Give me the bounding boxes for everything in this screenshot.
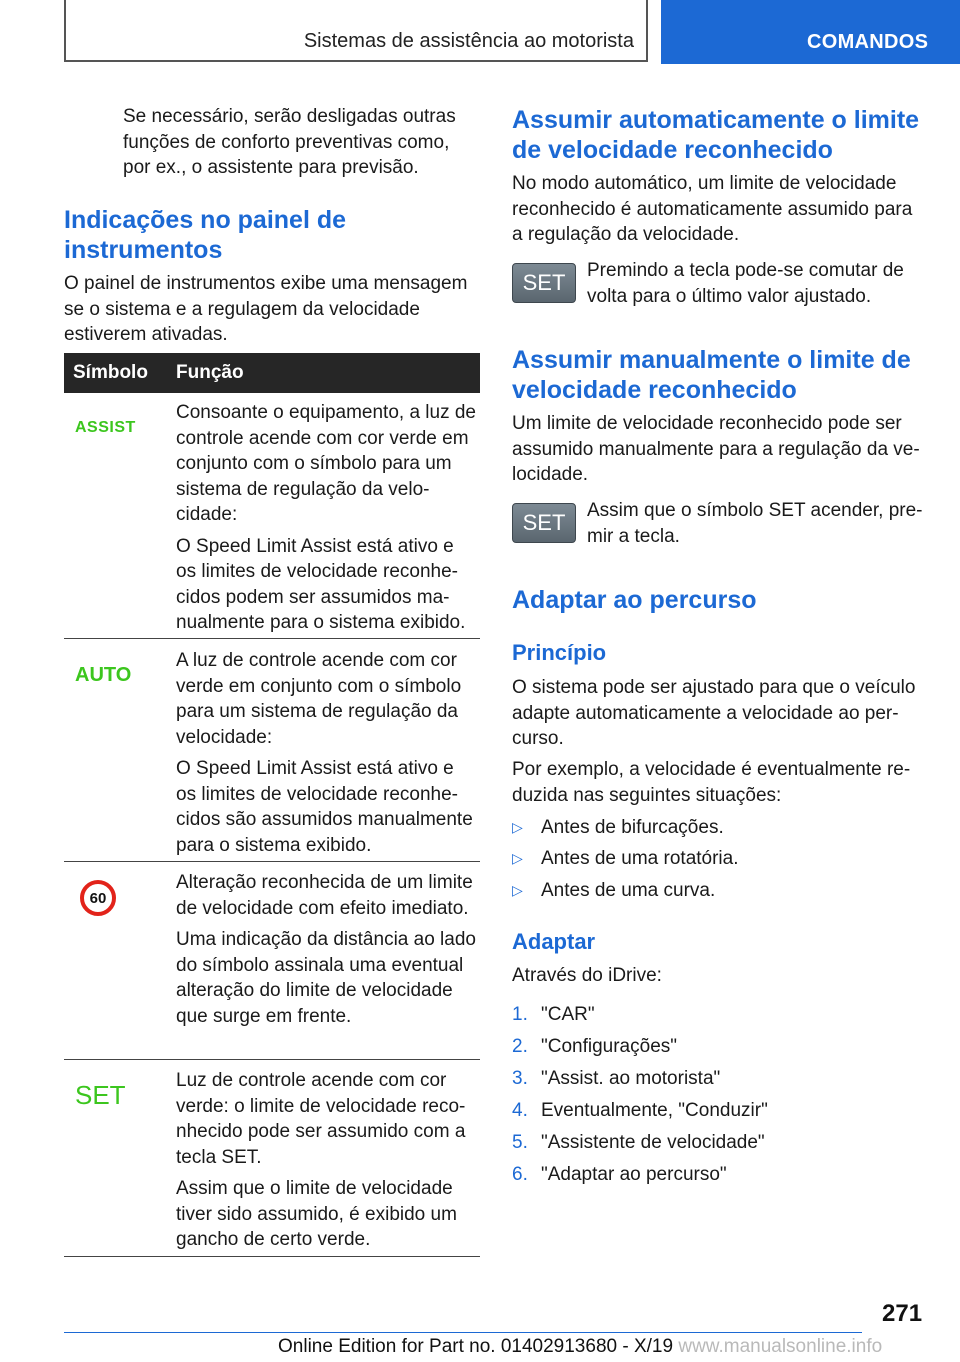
set-button-icon: SET <box>512 263 576 303</box>
row-divider <box>64 1059 480 1060</box>
route-heading: Adaptar ao percurso <box>512 586 757 614</box>
row-text: Consoante o equipamento, a luz de controle acende com cor verde em conjunto com o símbolo para um sistema de regulação da velocidade: <box>176 402 476 525</box>
triangle-bullet-icon: ▷ <box>512 882 523 898</box>
row-text: Alteração reconhecida de um limite de velocidade com efeito imediato. <box>176 872 473 919</box>
header-section-title: Sistemas de assistência ao motorista <box>303 30 634 52</box>
table-header-symbol: Símbolo <box>73 362 148 383</box>
instruments-body: O painel de instrumentos exibe uma mensagem se o sistema e a regulagem da velocidade estiverem ativadas. <box>64 273 468 345</box>
intro-paragraph: Se necessário, serão desligadas outras funções de conforto preventivas como, por ex., o assistente para previsão. <box>123 106 456 178</box>
manual-limit-body: Um limite de velocidade reconhecido pode ser assumido manualmente para a regulação da velocidade. <box>512 413 920 485</box>
row-divider <box>64 861 480 862</box>
header-chapter-tab <box>661 0 960 64</box>
adapt-heading: Adaptar <box>512 929 596 954</box>
assist-symbol-icon: ASSIST <box>75 419 136 436</box>
header-section-box <box>64 0 648 62</box>
table-header-function: Função <box>176 362 244 383</box>
adapt-body: Através do iDrive: <box>512 965 662 986</box>
page-number: 271 <box>882 1300 923 1327</box>
auto-symbol-icon: AUTO <box>75 664 132 686</box>
example-body: Por exemplo, a velocidade é eventualmente reduzida nas seguintes situações: <box>512 759 911 806</box>
set-symbol-icon: SET <box>75 1080 126 1110</box>
auto-set-text: Premindo a tecla pode-se comutar de volta para o último valor ajustado. <box>587 260 904 307</box>
table-row <box>176 1068 476 1259</box>
speed-limit-sign-icon: 60 <box>80 880 116 916</box>
triangle-bullet-icon: ▷ <box>512 850 523 866</box>
row-text: Uma indicação da distância ao lado do símbolo assinala uma eventual alteração do limite de velocidade que surge em frente. <box>176 929 476 1027</box>
table-row <box>176 648 476 864</box>
principle-heading: Princípio <box>512 640 607 665</box>
auto-limit-body: No modo automático, um limite de velocidade reconhecido é automaticamente assumido para a regulação da velocidade. <box>512 173 913 245</box>
principle-body: O sistema pode ser ajustado para que o veículo adapte automaticamente a velocidade ao percurso. <box>512 677 916 749</box>
auto-limit-heading: Assumir automaticamente o limite de velocidade reconhecido <box>512 106 920 164</box>
manual-limit-heading: Assumir manualmente o limite de velocidade reconhecido <box>512 346 911 404</box>
row-text: O Speed Limit Assist está ativo e os limites de velocidade reconhecidos podem ser assumidos manualmente para o sistema exibido. <box>176 535 466 633</box>
header-chapter-title: COMANDOS <box>807 31 929 53</box>
row-divider <box>64 638 480 639</box>
row-text: Luz de controle acende com cor verde: o limite de velocidade reconhecido pode ser assumido com a tecla SET. <box>176 1070 466 1168</box>
footer-divider <box>64 1332 862 1333</box>
footer-edition <box>278 1336 882 1358</box>
watermark-text: www.manualsonline.info <box>678 1336 883 1357</box>
set-button-icon: SET <box>512 503 576 543</box>
table-header <box>64 353 480 393</box>
triangle-bullet-icon: ▷ <box>512 819 523 835</box>
row-text: O Speed Limit Assist está ativo e os limites de velocidade reconhecidos são assumidos manualmente para o sistema exibido. <box>176 758 473 856</box>
row-text: Assim que o limite de velocidade tiver sido assumido, é exibido um gancho de certo verde. <box>176 1178 457 1250</box>
instruments-heading: Indicações no painel de instrumentos <box>64 206 347 264</box>
row-divider <box>64 1256 480 1257</box>
edition-text: Online Edition for Part no. 01402913680 - X/19 <box>278 1336 674 1357</box>
table-row <box>176 400 476 642</box>
manual-set-text: Assim que o símbolo SET acender, premir a tecla. <box>587 500 923 547</box>
table-row <box>176 870 476 1035</box>
row-text: A luz de controle acende com cor verde em conjunto com o símbolo para um sistema de regulação da velocidade: <box>176 650 462 748</box>
